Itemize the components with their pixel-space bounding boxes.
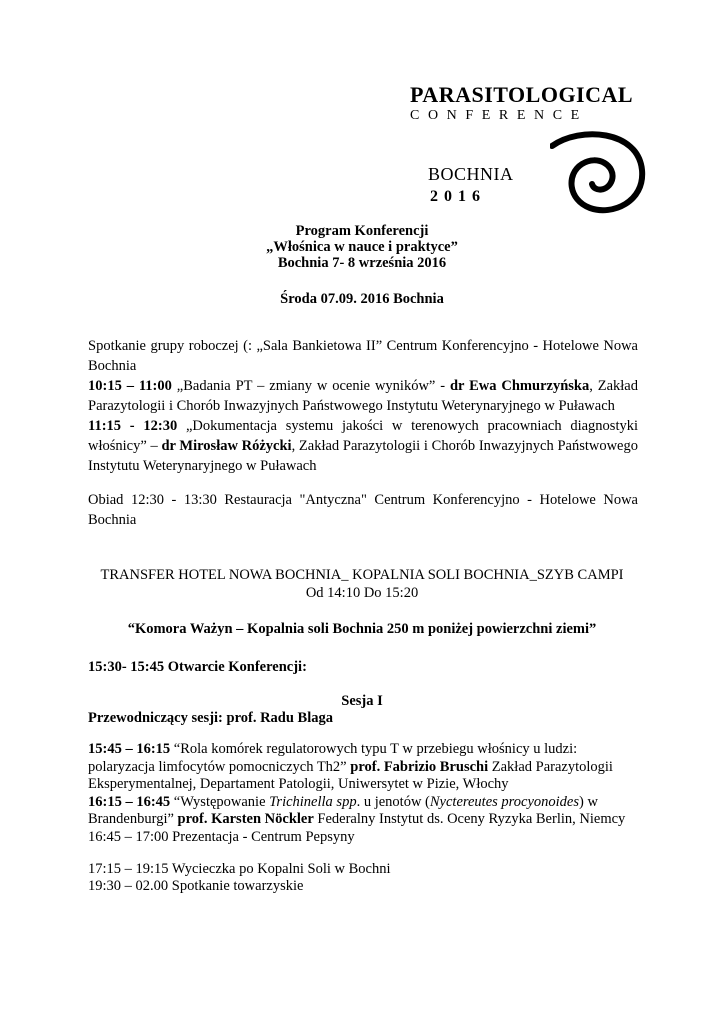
opening-session: 15:30- 15:45 Otwarcie Konferencji: <box>88 659 307 675</box>
venue-title: “Komora Ważyn – Kopalnia soli Bochnia 250 m poniżej powierzchni ziemi” <box>127 621 597 637</box>
logo-title: PARASITOLOGICAL <box>410 82 634 107</box>
conference-theme: „Włośnica w nauce i praktyce” <box>266 239 458 255</box>
session-title: Sesja I <box>341 693 383 709</box>
presentation-item: 16:45 – 17:00 Prezentacja - Centrum Pepsyny <box>88 828 355 845</box>
talk-affiliation: Federalny Instytut ds. Oceny Ryzyka Berlin, Niemcy <box>313 811 626 827</box>
talk-time: 11:15 - 12:30 <box>88 418 178 434</box>
session-chair: Przewodniczący sesji: prof. Radu Blaga <box>88 710 333 726</box>
lunch-info <box>88 490 638 530</box>
species-name: Trichinella spp <box>269 793 357 810</box>
talk-title: „Dokumentacja systemu jakości w terenowych pracowniach diagnostyki włośnicy” – <box>88 418 638 454</box>
talk-item <box>88 741 638 794</box>
talk-time: 10:15 – 11:00 <box>88 378 172 394</box>
talk-item <box>88 416 638 476</box>
talk-title: “Rola komórek regulatorowych typu T w przebiegu włośnicy u ludzi: polaryzacja limfocytów pomocniczych Th2” <box>88 741 578 775</box>
transfer-time: Od 14:10 Do 15:20 <box>305 585 419 601</box>
talk-affiliation: Zakład Parazytologii Eksperymentalnej, Departament Patologii, Uniwersytet w Pizie, Włochy <box>88 758 613 792</box>
working-group-intro: Spotkanie grupy roboczej (: „Sala Bankietowa II” Centrum Konferencyjno - Hotelowe Nowa Bochnia <box>88 338 638 374</box>
species-name: Nyctereutes procyonoides <box>429 793 579 810</box>
mine-tour: 17:15 – 19:15 Wycieczka po Kopalni Soli w Bochni <box>88 861 391 877</box>
working-group-section <box>88 336 638 476</box>
talk-time: 15:45 – 16:15 <box>88 741 171 757</box>
program-title: Program Konferencji <box>295 223 429 239</box>
conference-logo <box>404 78 644 218</box>
spiral-icon <box>550 130 646 216</box>
conference-dates: Bochnia 7- 8 września 2016 <box>277 255 447 271</box>
talk-item <box>88 794 638 829</box>
logo-subtitle: CONFERENCE <box>410 108 588 123</box>
talk-item <box>88 376 638 416</box>
talk-affiliation: , Zakład Parazytologii i Chorób Inwazyjnych Państwowego Instytutu Weterynaryjnego w Puławach <box>88 378 638 414</box>
day-heading: Środa 07.09. 2016 Bochnia <box>280 291 444 307</box>
transfer-route: TRANSFER HOTEL NOWA BOCHNIA_ KOPALNIA SOLI BOCHNIA_SZYB CAMPI <box>100 567 624 583</box>
social-meeting: 19:30 – 02.00 Spotkanie towarzyskie <box>88 878 304 894</box>
lunch-text: Obiad 12:30 - 13:30 Restauracja "Antyczna" Centrum Konferencyjno - Hotelowe Nowa Bochnia <box>88 492 638 528</box>
talk-affiliation: , Zakład Parazytologii i Chorób Inwazyjnych Państwowego Instytutu Weterynaryjnego w Puławach <box>88 438 638 474</box>
talk-title: “Występowanie <box>170 793 270 810</box>
talk-title: „Badania PT – zmiany w ocenie wyników” - <box>171 378 450 394</box>
talk-time: 16:15 – 16:45 <box>88 793 171 810</box>
talk-speaker: prof. Fabrizio Bruschi <box>350 758 489 775</box>
talk-speaker: prof. Karsten Nöckler <box>177 811 314 827</box>
talk-title: . u jenotów ( <box>356 793 430 810</box>
talk-speaker: dr Ewa Chmurzyńska <box>449 378 590 394</box>
talk-title: ) w Brandenburgi” <box>88 793 598 827</box>
session-talks <box>88 741 638 846</box>
talk-speaker: dr Mirosław Różycki <box>161 438 292 454</box>
logo-city: BOCHNIA <box>428 164 514 184</box>
logo-year: 2016 <box>430 188 486 205</box>
